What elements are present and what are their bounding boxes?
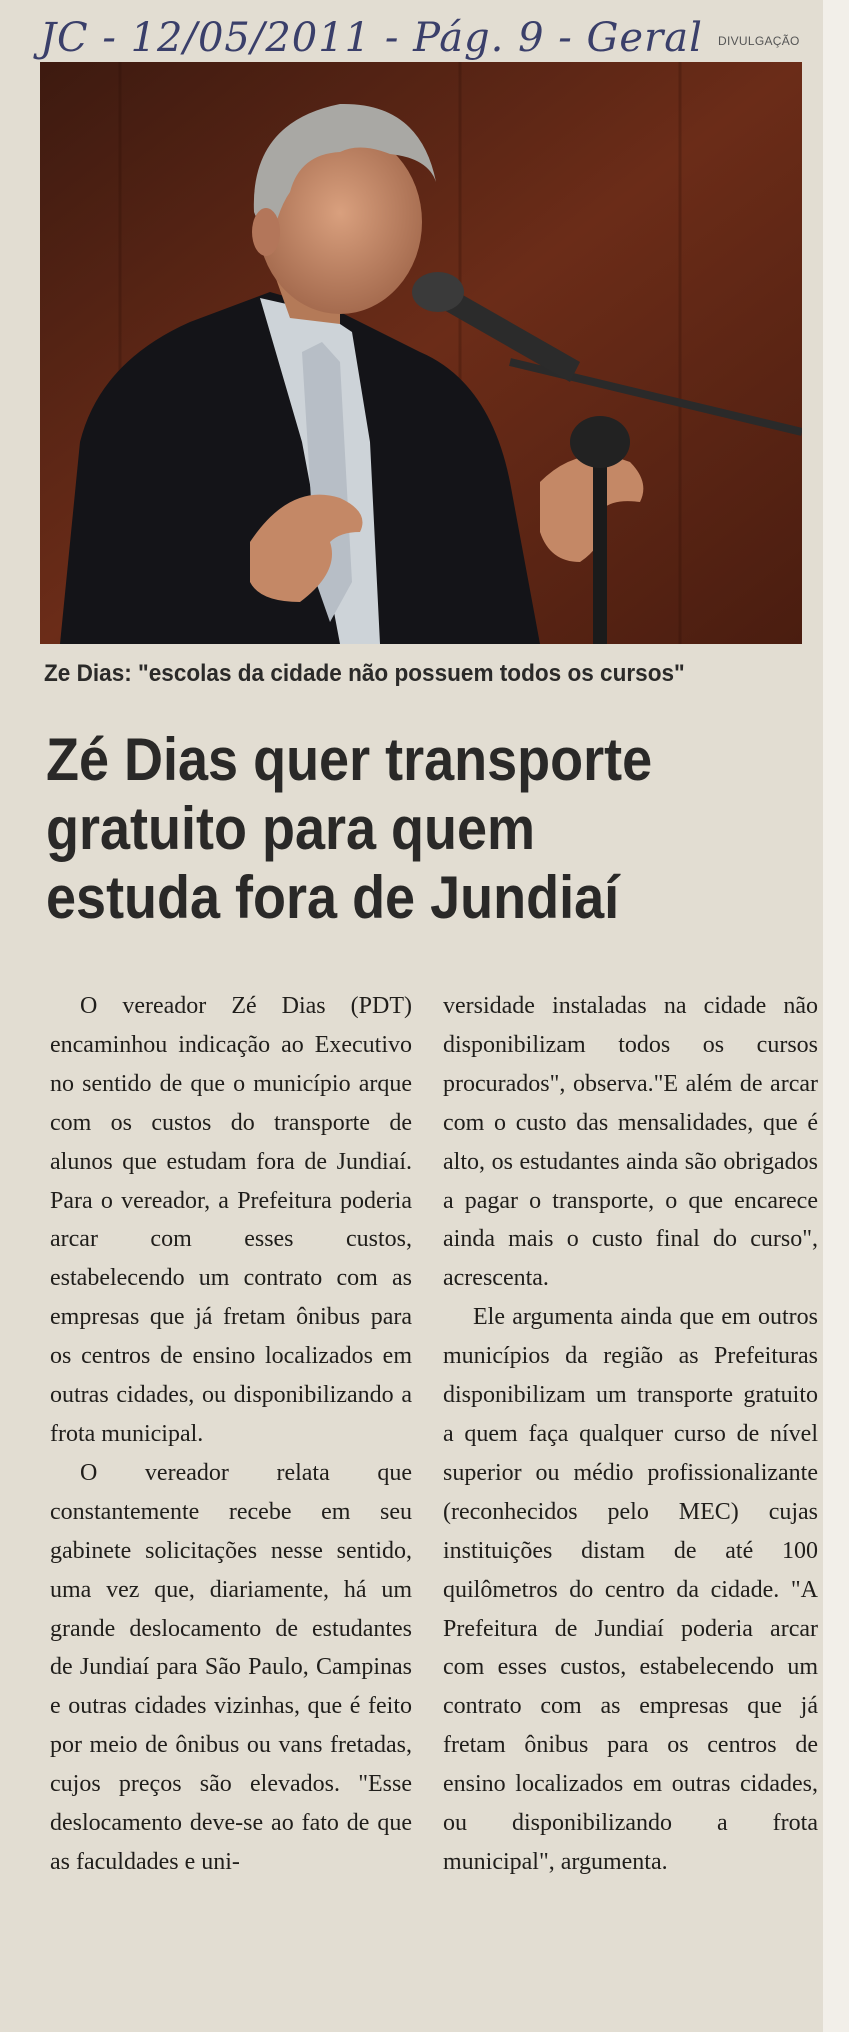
scan-margin: [823, 0, 849, 2032]
paragraph: O vereador Zé Dias (PDT) encaminhou indicação ao Executivo no sentido de que o município arque com os custos do transporte de alunos que estudam fora de Jundiaí. Para o vereador, a Prefeitura poderia arcar com esses custos, estabelecendo um contrato com as empresas que já fretam ônibus para os centros de ensino localizados em outras cidades, ou disponibilizando a frota municipal.: [50, 993, 412, 1447]
article-photo: [40, 62, 802, 644]
photo-credit: DIVULGAÇÃO: [718, 34, 800, 48]
article-headline: [46, 725, 748, 932]
paragraph: O vereador relata que constantemente recebe em seu gabinete solicitações nesse sentido, uma vez que, diariamente, há um grande deslocamento de estudantes de Jundiaí para São Paulo, Campinas e outras cidades vizinhas, que é feito por meio de ônibus ou vans fretadas, cujos preços são elevados. "Esse deslocamento deve-se ao fato de que as faculdades e uni-: [50, 1459, 412, 1875]
paragraph: Ele argumenta ainda que em outros municípios da região as Prefeituras disponibilizam um transporte gratuito a quem faça qualquer curso de nível superior ou médio profissionalizante (reconhecidos pelo MEC) cujas instituições distam de até 100 quilômetros do centro da cidade. "A Prefeitura de Jundiaí poderia arcar com esses custos, estabelecendo um contrato com as empresas que já fretam ônibus para os centros de ensino localizados em outras cidades, ou disponibilizando a frota municipal", argumenta.: [443, 1304, 818, 1875]
article-body: [50, 987, 818, 2007]
right-column: [443, 987, 818, 1882]
photo-caption: Ze Dias: "escolas da cidade não possuem todos os cursos": [44, 660, 685, 687]
paragraph: versidade instaladas na cidade não disponibilizam todos os cursos procurados", observa."E além de arcar com o custo das mensalidades, que é alto, os estudantes ainda são obrigados a pagar o transporte, o que encarece ainda mais o custo final do curso", acrescenta.: [443, 993, 818, 1292]
headline-line: gratuito para quem: [46, 795, 536, 862]
handwritten-reference-note: JC - 12/05/2011 - Pág. 9 - Geral: [40, 15, 703, 61]
headline-line: Zé Dias quer transporte: [46, 726, 653, 793]
headline-line: estuda fora de Jundiaí: [46, 864, 620, 931]
speaker-at-microphone-illustration: [40, 62, 802, 644]
left-column: [50, 987, 412, 1882]
